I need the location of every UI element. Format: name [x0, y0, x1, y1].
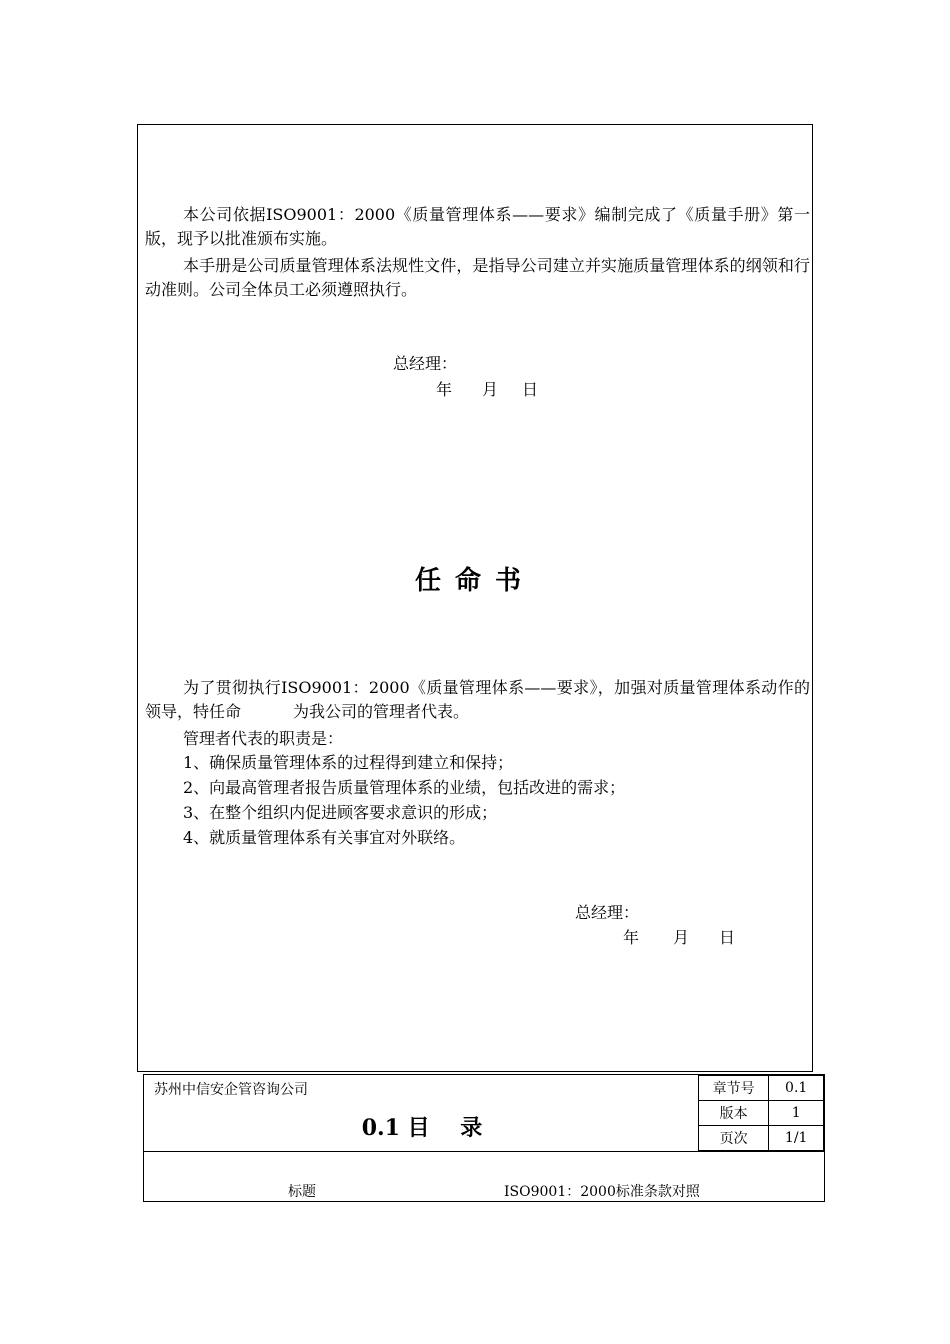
appointment-date	[623, 926, 735, 950]
approval-date-year: 年	[436, 380, 453, 399]
version-label: 版本	[699, 1101, 769, 1126]
appointment-paragraph-part2: 为我公司的管理者代表。	[293, 702, 470, 721]
duty-item: 1、确保质量管理体系的过程得到建立和保持；	[183, 753, 514, 772]
approval-date-day: 日	[522, 380, 539, 399]
appointment-date-month: 月	[673, 928, 690, 947]
page-label: 页次	[699, 1126, 769, 1151]
duty-item: 2、向最高管理者报告质量管理体系的业绩，包括改进的需求；	[183, 778, 626, 797]
approval-signer-label: 总经理：	[393, 354, 458, 373]
appointment-date-year: 年	[623, 928, 640, 947]
document-meta-table	[698, 1075, 824, 1151]
appointment-title: 任命书	[414, 566, 535, 596]
section-heading: 0.1 目 录	[361, 1115, 483, 1141]
version-value: 1	[769, 1101, 824, 1126]
approval-date-month: 月	[482, 380, 499, 399]
chapter-label: 章节号	[699, 1076, 769, 1101]
footer-divider	[144, 1151, 824, 1152]
appointment-signer-label: 总经理：	[575, 903, 640, 922]
page-value: 1/1	[769, 1126, 824, 1151]
column-title: 标题	[288, 1184, 316, 1200]
appointment-date-day: 日	[719, 928, 736, 947]
approval-paragraph-1: 本公司依据ISO9001：2000《质量管理体系——要求》编制完成了《质量手册》第一版，现予以批准颁布实施。	[145, 205, 810, 248]
chapter-value: 0.1	[769, 1076, 824, 1101]
duty-item: 3、在整个组织内促进顾客要求意识的形成；	[183, 803, 498, 822]
approval-paragraph-2: 本手册是公司质量管理体系法规性文件，是指导公司建立并实施质量管理体系的纲领和行动准则。公司全体员工必须遵照执行。	[145, 256, 810, 299]
column-reference: ISO9001：2000标准条款对照	[504, 1184, 700, 1200]
appointment-paragraph	[145, 676, 810, 724]
approval-date	[436, 378, 538, 402]
duties-heading: 管理者代表的职责是：	[183, 729, 344, 748]
document-footer-header	[143, 1074, 825, 1202]
duty-item: 4、就质量管理体系有关事宜对外联络。	[183, 828, 466, 847]
appointment-paragraph-part1: 为了贯彻执行ISO9001：2000《质量管理体系——要求》，加强对质量管理体系动作的领导，特任命	[145, 678, 810, 721]
company-name: 苏州中信安企管咨询公司	[154, 1082, 308, 1098]
